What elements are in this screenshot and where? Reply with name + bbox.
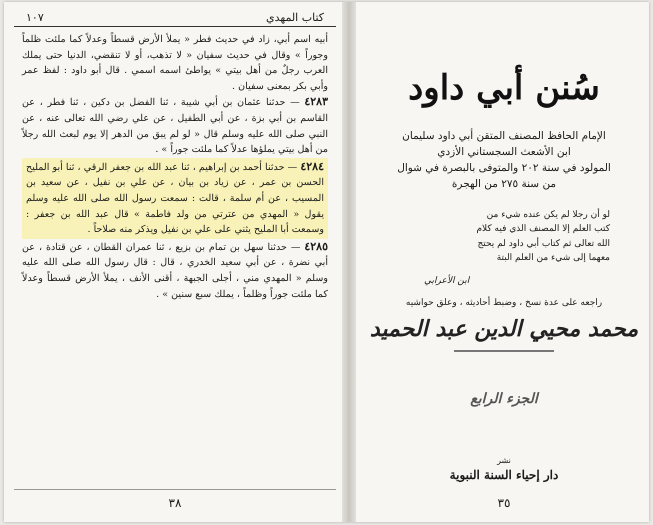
hadith-number: ٤٢٨٥ [304, 239, 328, 253]
editor-name-calligraphy: محمد محيي الدين عبد الحميد [369, 316, 639, 342]
hadith-4283: ٤٢٨٣ — حدثنا عثمان بن أبي شيبة ، ثنا الفضل بن دكين ، ثنا فطر ، عن القاسم بن أبي بزة ، عن أبي الطفيل ، عن علي رضي الله تعالى عنه ، عن النبي صلى الله عليه وسلم قال « لو لم يبق من الدهر إلا يوم لبعث الله رجلاً من أهل بيتي يملؤها عدلاً كما ملئت جوراً » . [22, 95, 328, 156]
header-book-title: كتاب المهدي [266, 10, 324, 24]
volume-label: الجزء الرابع [470, 391, 538, 407]
hadith-4284-text: حدثنا أحمد بن إبراهيم ، ثنا عبد الله بن جعفر الرقي ، ثنا أبو المليح الحسن بن عمر ، عن زياد بن بيان ، عن علي بن نفيل ، عن سعيد بن المسيب ، عن أم سلمة ، قالت : سمعت رسول الله صلى الله عليه وسلم يقول « المهدي من عترتي من ولد فاطمة » قال عبد الله بن جعفر : وسمعت أبا المليح يثني على علي بن نفيل ويذكر منه صلاحاً . [26, 161, 324, 236]
verse-line: معهما إلى شيء من العلم البتة [496, 253, 610, 264]
author-line: المولود في سنة ٢٠٢ والمتوفى بالبصرة في شوال [397, 162, 611, 174]
verse-line: كتب العلم إلا المصنف الذي فيه كلام [476, 224, 610, 235]
right-page [364, 8, 644, 516]
author-line: من سنة ٢٧٥ من الهجرة [451, 178, 557, 190]
hadith-4284-highlighted: ٤٢٨٤ — حدثنا أحمد بن إبراهيم ، ثنا عبد الله بن جعفر الرقي ، ثنا أبو المليح الحسن بن عمر ، عن زياد بن بيان ، عن علي بن نفيل ، عن سعيد بن المسيب ، عن أم سلمة ، قالت : سمعت رسول الله صلى الله عليه وسلم يقول « المهدي من عترتي من ولد فاطمة » قال عبد الله بن جعفر : وسمعت أبا المليح يثني على علي بن نفيل ويذكر منه صلاحاً . [22, 158, 328, 239]
hadith-text [22, 32, 328, 302]
left-page-number: ٣٨ [168, 496, 182, 510]
book-spread [4, 2, 649, 522]
editor-note: راجعه على عدة نسخ ، وضبط أحاديثه ، وعلق حواشيه [405, 298, 603, 308]
left-page [14, 8, 336, 516]
publisher-name: دار إحياء السنة النبوية [449, 468, 559, 482]
book-title-calligraphy: سُنن أبي داود [408, 68, 600, 108]
author-block [380, 128, 628, 192]
verse-line: لو أن رجلا لم يكن عنده شيء من [486, 210, 610, 220]
hadith-4285-text: حدثنا سهل بن تمام بن بزيع ، ثنا عمران القطان ، عن قتادة ، عن أبي نضرة ، عن أبي سعيد الخدري ، قال : قال رسول الله صلى الله عليه وسلم « المهدي مني ، أجلى الجبهة ، أقنى الأنف ، يملأ الأرض قسطاً وعدلاً كما ملئت جوراً وظلماً ، يملك سبع سنين » . [22, 241, 328, 300]
paragraph-continuation: أبيه اسم أبي، زاد في حديث فطر « يملأ الأرض قسطاً وعدلاً كما ملئت ظلماً وجوراً » وقال في حديث سفيان « لا تذهب، أو لا تنقضي، الدنيا حتى يملك العرب رجلٌ من أهل بيتي » يواطئ اسمه اسمي . قال أبو داود : لفظ عمر وأبي بكر بمعنى سفيان . [22, 34, 328, 92]
hadith-4285: ٤٢٨٥ — حدثنا سهل بن تمام بن بزيع ، ثنا عمران القطان ، عن قتادة ، عن أبي نضرة ، عن أبي سعيد الخدري ، قال : قال رسول الله صلى الله عليه وسلم « المهدي مني ، أجلى الجبهة ، أقنى الأنف ، يملأ الأرض قسطاً وعدلاً كما ملئت جوراً وظلماً ، يملك سبع سنين » . [22, 239, 328, 300]
header-page-number: ١٠٧ [26, 10, 44, 24]
author-line: ابن الأشعث السجستاني الأزدي [437, 146, 571, 158]
hadith-number: ٤٢٨٤ [300, 159, 324, 173]
publisher-label: نشر [497, 456, 511, 465]
author-line: الإمام الحافظ المصنف المتقن أبي داود سليمان [402, 130, 606, 142]
book-gutter [342, 2, 356, 522]
right-page-number: ٣٥ [497, 496, 511, 510]
verse-attribution: ابن الأعرابي [424, 276, 470, 286]
verse-line: الله تعالى ثم كتاب أبي داود لم يحتج [477, 238, 610, 249]
hadith-4283-text: حدثنا عثمان بن أبي شيبة ، ثنا الفضل بن دكين ، ثنا فطر ، عن القاسم بن أبي بزة ، عن أبي الطفيل ، عن علي رضي الله تعالى عنه ، عن النبي صلى الله عليه وسلم قال « لو لم يبق من الدهر إلا يوم لبعث الله رجلاً من أهل بيتي يملؤها عدلاً كما ملئت جوراً » . [22, 97, 328, 156]
running-header [14, 8, 336, 27]
footer-rule [14, 489, 336, 490]
quote-verses [398, 208, 610, 266]
hadith-number: ٤٢٨٣ [304, 95, 328, 109]
decorative-rule [454, 350, 554, 352]
